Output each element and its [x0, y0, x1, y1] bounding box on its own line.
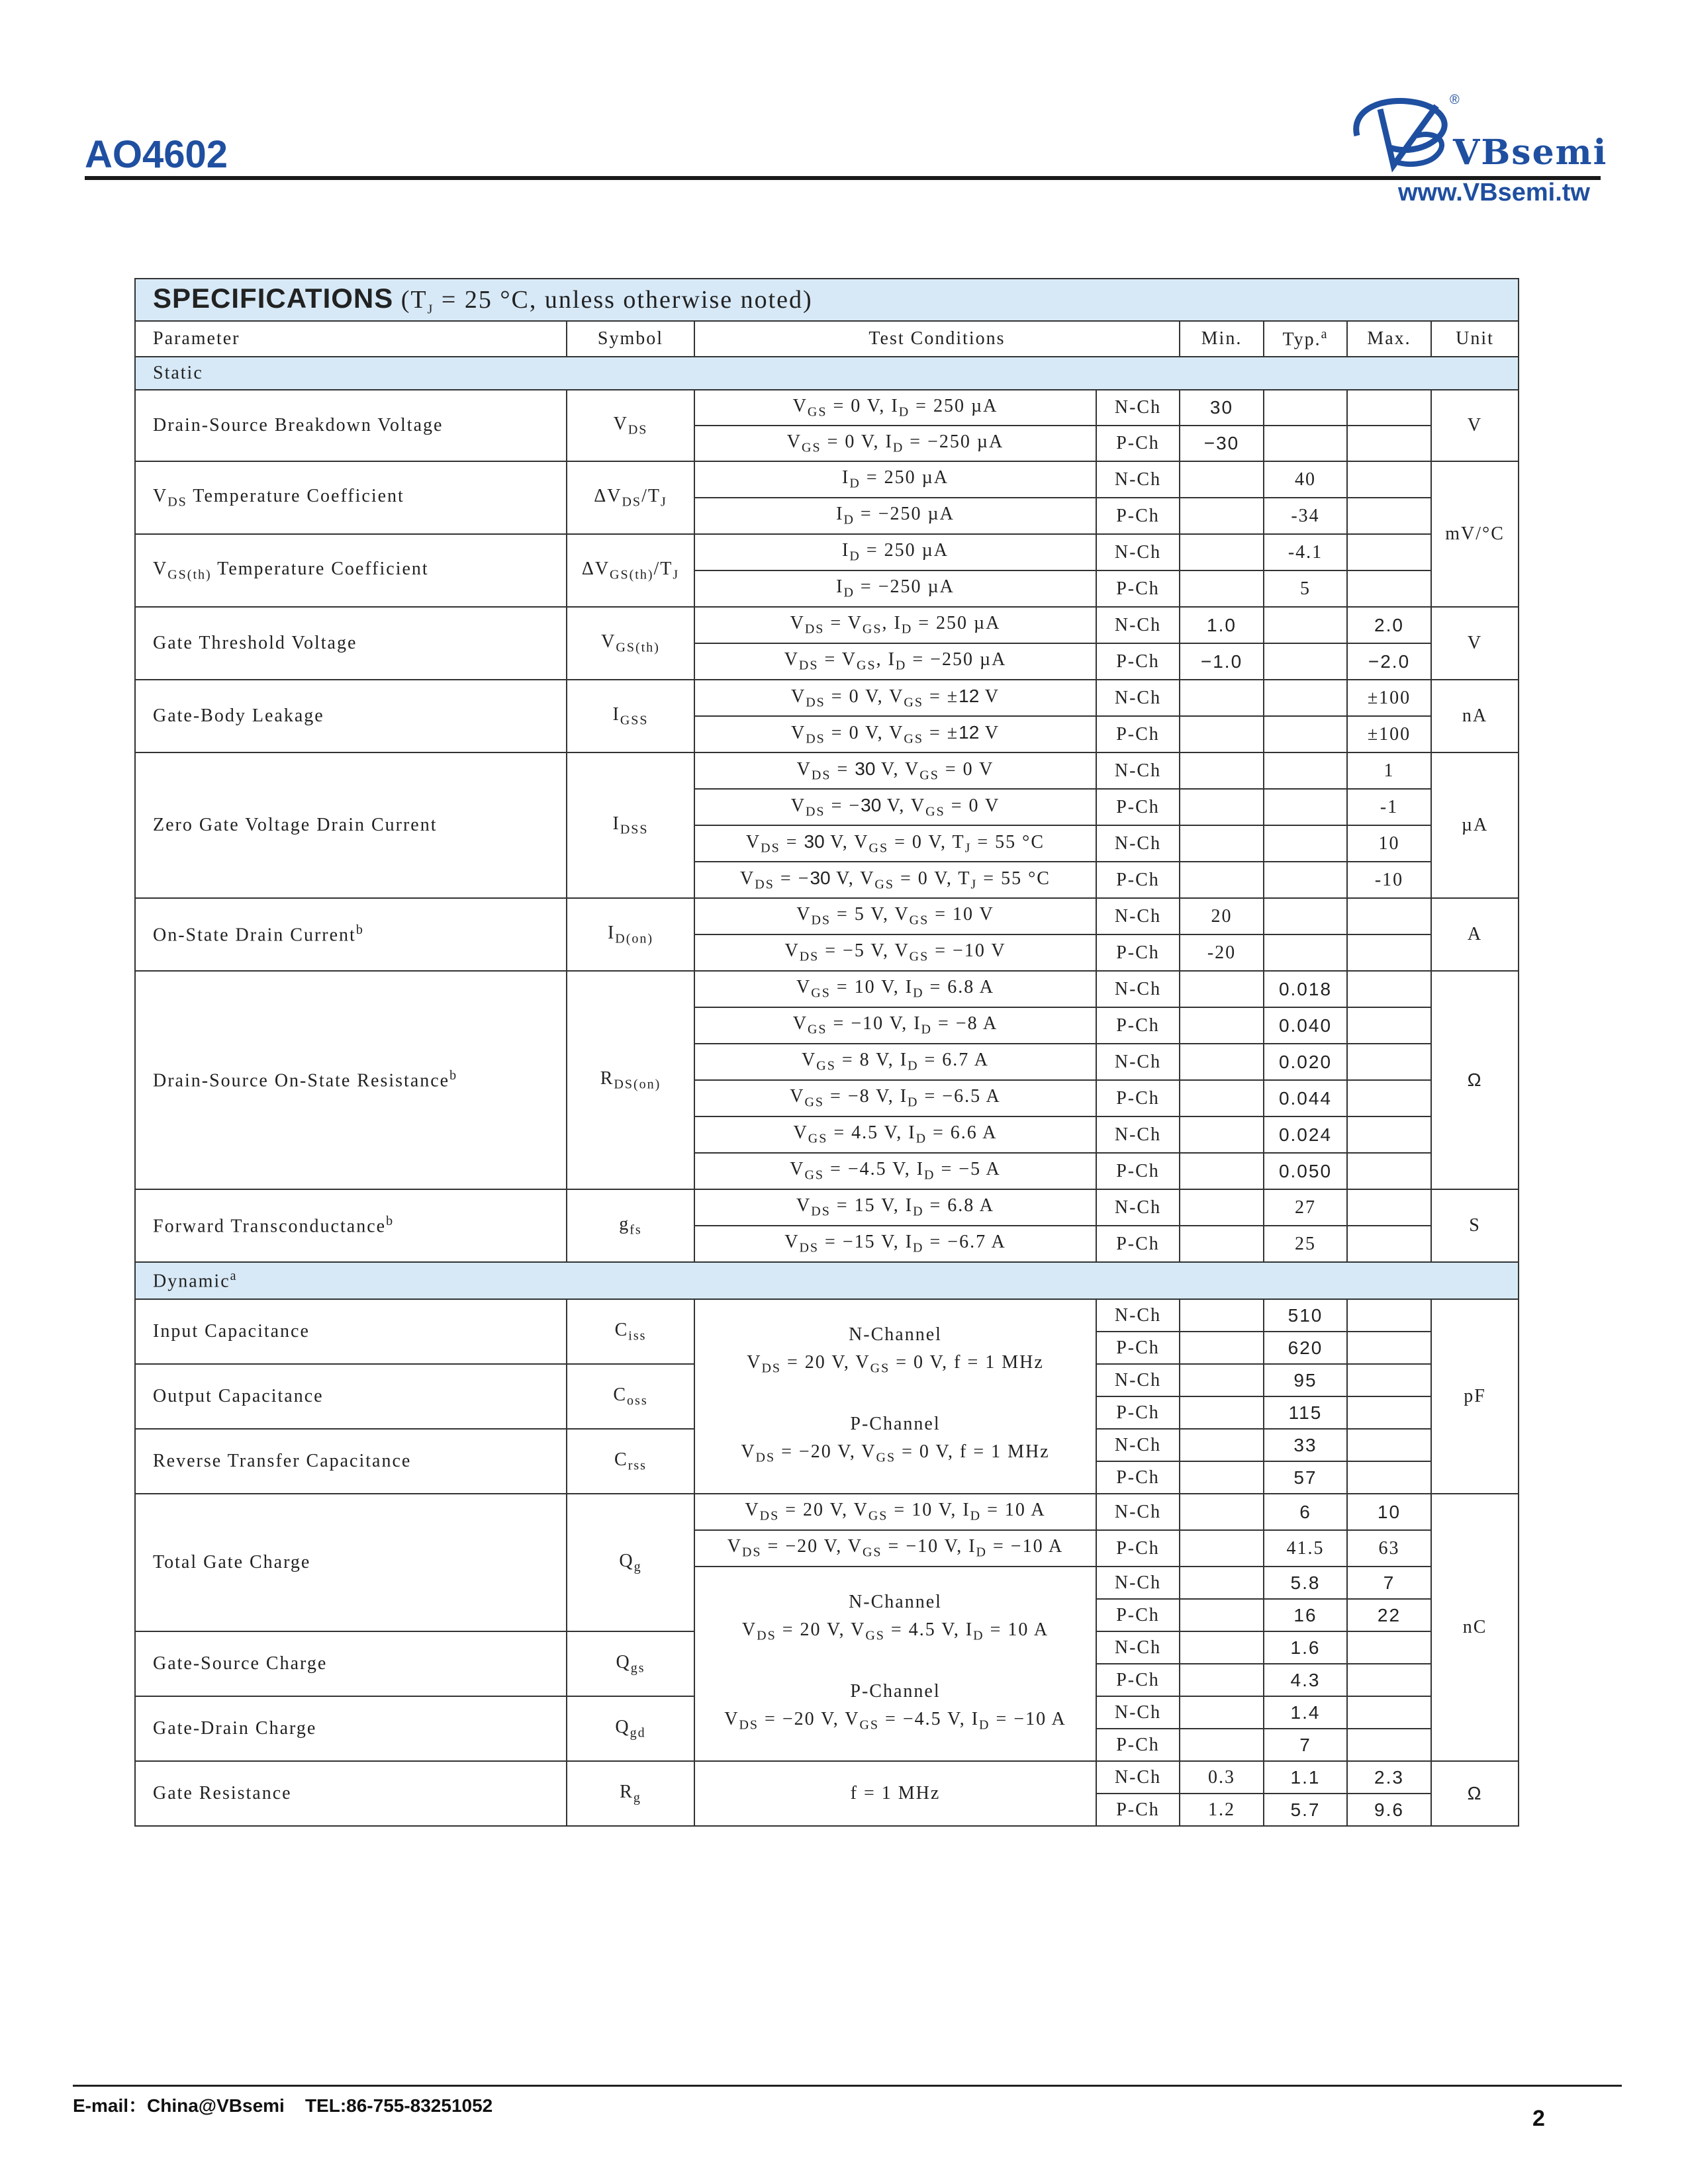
table-row: [135, 1299, 1519, 1332]
typ-value: 95: [1264, 1364, 1347, 1396]
typ-value: 1.1: [1264, 1761, 1347, 1794]
table-title-row: [135, 279, 1519, 321]
condition: $V_{GS} = 10$ V, $I_D = 6.8$ A: [694, 971, 1096, 1007]
max-value: [1347, 390, 1431, 426]
typ-value: 510: [1264, 1299, 1347, 1332]
min-value: [1180, 1153, 1264, 1189]
typ-value: 7: [1264, 1729, 1347, 1761]
channel: N-Ch: [1096, 1044, 1180, 1080]
max-value: [1347, 1696, 1431, 1729]
channel: N-Ch: [1096, 1429, 1180, 1461]
typ-value: 1.4: [1264, 1696, 1347, 1729]
symbol-igss: $I_{GSS}$: [567, 680, 694, 752]
typ-value: -34: [1264, 498, 1347, 534]
condition: $V_{DS} = 30$ V, $V_{GS} = 0$ V: [694, 752, 1096, 789]
website-link[interactable]: www.VBsemi.tw: [1398, 179, 1590, 206]
min-value: −30: [1180, 426, 1264, 461]
typ-value: [1264, 680, 1347, 716]
max-value: [1347, 971, 1431, 1007]
header-min: Min.: [1180, 321, 1264, 357]
param-vgs-temp-coefficient: $V_{GS(th)}$ Temperature Coefficient: [135, 534, 567, 607]
min-value: [1180, 1396, 1264, 1429]
channel: N-Ch: [1096, 461, 1180, 498]
min-value: [1180, 1530, 1264, 1567]
condition: $V_{GS} = -10$ V, $I_D = -8$ A: [694, 1007, 1096, 1044]
max-value: 7: [1347, 1567, 1431, 1599]
channel: P-Ch: [1096, 1080, 1180, 1116]
symbol-vgsth: $V_{GS(th)}$: [567, 607, 694, 680]
min-value: 1.0: [1180, 607, 1264, 643]
symbol-idss: $I_{DSS}$: [567, 752, 694, 898]
condition: $V_{DS} = 5$ V, $V_{GS} = 10$ V: [694, 898, 1096, 934]
typ-value: 0.044: [1264, 1080, 1347, 1116]
symbol-qg: $Q_g$: [567, 1494, 694, 1631]
typ-value: [1264, 934, 1347, 971]
typ-value: [1264, 862, 1347, 898]
header-typ: Typ.$^a$: [1264, 321, 1347, 357]
typ-value: 115: [1264, 1396, 1347, 1429]
channel: P-Ch: [1096, 862, 1180, 898]
param-total-gate-charge: Total Gate Charge: [135, 1494, 567, 1631]
typ-value: [1264, 390, 1347, 426]
condition: $V_{DS} = -30$ V, $V_{GS} = 0$ V, $T_J = 55$ °C: [694, 862, 1096, 898]
table-row: [135, 390, 1519, 426]
registered-mark: ®: [1450, 93, 1460, 107]
max-value: [1347, 534, 1431, 570]
section-static-row: [135, 357, 1519, 390]
channel: P-Ch: [1096, 1007, 1180, 1044]
max-value: [1347, 426, 1431, 461]
symbol-rg: $R_g$: [567, 1761, 694, 1826]
condition: $V_{GS} = 4.5$ V, $I_D = 6.6$ A: [694, 1116, 1096, 1153]
max-value: [1347, 1153, 1431, 1189]
symbol-qgs: $Q_{gs}$: [567, 1631, 694, 1696]
table-row: [135, 752, 1519, 789]
max-value: 22: [1347, 1599, 1431, 1631]
param-on-state-drain-current: On-State Drain Current$^b$: [135, 898, 567, 971]
unit: V: [1431, 607, 1519, 680]
typ-value: 620: [1264, 1332, 1347, 1364]
min-value: [1180, 534, 1264, 570]
condition: $I_D = 250$ µA: [694, 534, 1096, 570]
symbol-qgd: $Q_{gd}$: [567, 1696, 694, 1761]
min-value: [1180, 1007, 1264, 1044]
max-value: [1347, 1189, 1431, 1226]
header-max: Max.: [1347, 321, 1431, 357]
typ-value: [1264, 426, 1347, 461]
table-row: [135, 1494, 1519, 1530]
unit: V: [1431, 390, 1519, 461]
param-on-state-resistance: Drain-Source On-State Resistance$^b$: [135, 971, 567, 1189]
channel: P-Ch: [1096, 1664, 1180, 1696]
unit: mV/°C: [1431, 461, 1519, 607]
max-value: [1347, 1332, 1431, 1364]
min-value: [1180, 1116, 1264, 1153]
condition: $I_D = -250$ µA: [694, 570, 1096, 607]
max-value: 2.3: [1347, 1761, 1431, 1794]
channel: P-Ch: [1096, 716, 1180, 752]
min-value: [1180, 1631, 1264, 1664]
min-value: [1180, 461, 1264, 498]
channel: P-Ch: [1096, 789, 1180, 825]
typ-value: 5.7: [1264, 1794, 1347, 1826]
symbol-gfs: $g_{fs}$: [567, 1189, 694, 1262]
symbol-rdson: $R_{DS(on)}$: [567, 971, 694, 1189]
param-input-capacitance: Input Capacitance: [135, 1299, 567, 1364]
max-value: -1: [1347, 789, 1431, 825]
typ-value: [1264, 752, 1347, 789]
max-value: [1347, 1729, 1431, 1761]
typ-value: 40: [1264, 461, 1347, 498]
param-gate-drain-charge: Gate-Drain Charge: [135, 1696, 567, 1761]
header-test-conditions: Test Conditions: [694, 321, 1180, 357]
channel: N-Ch: [1096, 1299, 1180, 1332]
min-value: [1180, 1664, 1264, 1696]
condition: $V_{DS} = 20$ V, $V_{GS} = 10$ V, $I_D = 10$ A: [694, 1494, 1096, 1530]
channel: N-Ch: [1096, 1631, 1180, 1664]
channel: N-Ch: [1096, 1364, 1180, 1396]
min-value: [1180, 716, 1264, 752]
min-value: [1180, 1461, 1264, 1494]
channel: N-Ch: [1096, 534, 1180, 570]
min-value: [1180, 1332, 1264, 1364]
channel: P-Ch: [1096, 1729, 1180, 1761]
channel: N-Ch: [1096, 680, 1180, 716]
condition: $V_{DS} = 0$ V, $V_{GS} = \pm 12$ V: [694, 680, 1096, 716]
typ-value: 0.020: [1264, 1044, 1347, 1080]
typ-value: [1264, 789, 1347, 825]
min-value: [1180, 825, 1264, 862]
channel: P-Ch: [1096, 570, 1180, 607]
typ-value: 16: [1264, 1599, 1347, 1631]
typ-value: [1264, 643, 1347, 680]
channel: N-Ch: [1096, 1116, 1180, 1153]
channel: N-Ch: [1096, 1494, 1180, 1530]
min-value: 1.2: [1180, 1794, 1264, 1826]
condition: $V_{GS} = -4.5$ V, $I_D = -5$ A: [694, 1153, 1096, 1189]
max-value: [1347, 934, 1431, 971]
min-value: [1180, 1729, 1264, 1761]
channel: P-Ch: [1096, 1396, 1180, 1429]
symbol-delta-vgs: $\Delta V_{GS(th)}/T_J$: [567, 534, 694, 607]
condition-gate-resistance: f = 1 MHz: [694, 1761, 1096, 1826]
typ-value: 33: [1264, 1429, 1347, 1461]
header-symbol: Symbol: [567, 321, 694, 357]
min-value: [1180, 1696, 1264, 1729]
max-value: [1347, 1226, 1431, 1262]
param-vds-temp-coefficient: $V_{DS}$ Temperature Coefficient: [135, 461, 567, 534]
unit: nA: [1431, 680, 1519, 752]
unit: pF: [1431, 1299, 1519, 1494]
channel: P-Ch: [1096, 1226, 1180, 1262]
section-dynamic: Dynamic$^a$: [135, 1262, 1519, 1299]
param-breakdown-voltage: Drain-Source Breakdown Voltage: [135, 390, 567, 461]
specifications-table: [134, 278, 1519, 1827]
typ-value: 57: [1264, 1461, 1347, 1494]
typ-value: 27: [1264, 1189, 1347, 1226]
typ-value: 0.018: [1264, 971, 1347, 1007]
max-value: [1347, 1116, 1431, 1153]
channel: P-Ch: [1096, 1461, 1180, 1494]
max-value: 10: [1347, 825, 1431, 862]
min-value: 20: [1180, 898, 1264, 934]
footer-contact: E-mail：China@VBsemi TEL:86-755-83251052: [73, 2095, 493, 2116]
unit: S: [1431, 1189, 1519, 1262]
symbol-delta-vds: $\Delta V_{DS}/T_J$: [567, 461, 694, 534]
min-value: [1180, 498, 1264, 534]
unit: A: [1431, 898, 1519, 971]
header-unit: Unit: [1431, 321, 1519, 357]
channel: N-Ch: [1096, 752, 1180, 789]
max-value: [1347, 1664, 1431, 1696]
min-value: [1180, 1364, 1264, 1396]
section-dynamic-row: [135, 1262, 1519, 1299]
channel: P-Ch: [1096, 498, 1180, 534]
table-row: [135, 1189, 1519, 1226]
unit: Ω: [1431, 1761, 1519, 1826]
condition: $V_{GS} = 8$ V, $I_D = 6.7$ A: [694, 1044, 1096, 1080]
footer-rule: [73, 2085, 1622, 2087]
condition: $I_D = -250$ µA: [694, 498, 1096, 534]
min-value: −1.0: [1180, 643, 1264, 680]
typ-value: [1264, 607, 1347, 643]
min-value: [1180, 1044, 1264, 1080]
channel: P-Ch: [1096, 1599, 1180, 1631]
min-value: 0.3: [1180, 1761, 1264, 1794]
min-value: [1180, 570, 1264, 607]
header-row: [135, 321, 1519, 357]
param-forward-transconductance: Forward Transconductance$^b$: [135, 1189, 567, 1262]
typ-value: 1.6: [1264, 1631, 1347, 1664]
max-value: 10: [1347, 1494, 1431, 1530]
channel: N-Ch: [1096, 825, 1180, 862]
table-row: [135, 680, 1519, 716]
min-value: [1180, 1299, 1264, 1332]
condition: $V_{GS} = 0$ V, $I_D = -250$ µA: [694, 426, 1096, 461]
channel: P-Ch: [1096, 1530, 1180, 1567]
max-value: [1347, 1364, 1431, 1396]
min-value: [1180, 789, 1264, 825]
channel: N-Ch: [1096, 1761, 1180, 1794]
condition: $V_{GS} = 0$ V, $I_D = 250$ µA: [694, 390, 1096, 426]
param-gate-threshold: Gate Threshold Voltage: [135, 607, 567, 680]
typ-value: 0.050: [1264, 1153, 1347, 1189]
typ-value: [1264, 898, 1347, 934]
max-value: −2.0: [1347, 643, 1431, 680]
symbol-idon: $I_{D(on)}$: [567, 898, 694, 971]
min-value: [1180, 1429, 1264, 1461]
max-value: -10: [1347, 862, 1431, 898]
condition: $V_{DS} = -30$ V, $V_{GS} = 0$ V: [694, 789, 1096, 825]
condition: $V_{DS} = -20$ V, $V_{GS} = -10$ V, $I_D = -10$ A: [694, 1530, 1096, 1567]
min-value: [1180, 1567, 1264, 1599]
symbol-coss: $C_{oss}$: [567, 1364, 694, 1429]
min-value: -20: [1180, 934, 1264, 971]
max-value: [1347, 1429, 1431, 1461]
min-value: [1180, 1080, 1264, 1116]
typ-value: 41.5: [1264, 1530, 1347, 1567]
channel: P-Ch: [1096, 643, 1180, 680]
min-value: [1180, 971, 1264, 1007]
channel: P-Ch: [1096, 1332, 1180, 1364]
condition: $V_{DS} = V_{GS}$, $I_D = 250$ µA: [694, 607, 1096, 643]
param-output-capacitance: Output Capacitance: [135, 1364, 567, 1429]
typ-value: 25: [1264, 1226, 1347, 1262]
min-value: [1180, 1226, 1264, 1262]
min-value: 30: [1180, 390, 1264, 426]
channel: N-Ch: [1096, 390, 1180, 426]
page-number: 2: [1532, 2106, 1545, 2131]
max-value: [1347, 498, 1431, 534]
param-gate-body-leakage: Gate-Body Leakage: [135, 680, 567, 752]
max-value: 63: [1347, 1530, 1431, 1567]
max-value: 2.0: [1347, 607, 1431, 643]
typ-value: 4.3: [1264, 1664, 1347, 1696]
max-value: ±100: [1347, 680, 1431, 716]
channel: P-Ch: [1096, 1153, 1180, 1189]
param-gate-source-charge: Gate-Source Charge: [135, 1631, 567, 1696]
table-title: SPECIFICATIONS ($T_J = 25$ °C, unless otherwise noted): [135, 279, 1519, 321]
part-number: AO4602: [85, 133, 228, 176]
typ-value: 0.040: [1264, 1007, 1347, 1044]
param-zero-gate-drain-current: Zero Gate Voltage Drain Current: [135, 752, 567, 898]
channel: N-Ch: [1096, 1189, 1180, 1226]
param-reverse-transfer-capacitance: Reverse Transfer Capacitance: [135, 1429, 567, 1494]
min-value: [1180, 1494, 1264, 1530]
condition-gate-charge: N-Channel $V_{DS} = 20$ V, $V_{GS} = 4.5$ V, $I_D = 10$ A P-Channel $V_{DS} = -20$ V, $V_{GS} = -4.5$ V, $I_D = -10$ A: [694, 1567, 1096, 1761]
max-value: [1347, 1044, 1431, 1080]
table-row: [135, 898, 1519, 934]
max-value: [1347, 898, 1431, 934]
max-value: [1347, 1461, 1431, 1494]
channel: N-Ch: [1096, 1696, 1180, 1729]
condition-capacitance: N-Channel $V_{DS} = 20$ V, $V_{GS} = 0$ V, f = 1 MHz P-Channel $V_{DS} = -20$ V, $V_{GS} = 0$ V, f = 1 MHz: [694, 1299, 1096, 1494]
symbol-crss: $C_{rss}$: [567, 1429, 694, 1494]
max-value: [1347, 1299, 1431, 1332]
channel: P-Ch: [1096, 426, 1180, 461]
condition: $V_{DS} = V_{GS}$, $I_D = -250$ µA: [694, 643, 1096, 680]
max-value: [1347, 1396, 1431, 1429]
max-value: [1347, 1080, 1431, 1116]
table-row: [135, 461, 1519, 498]
max-value: 9.6: [1347, 1794, 1431, 1826]
condition: $V_{GS} = -8$ V, $I_D = -6.5$ A: [694, 1080, 1096, 1116]
symbol-ciss: $C_{iss}$: [567, 1299, 694, 1364]
section-static: Static: [135, 357, 1519, 390]
condition: $V_{DS} = 0$ V, $V_{GS} = \pm 12$ V: [694, 716, 1096, 752]
table-row: [135, 534, 1519, 570]
condition: $V_{DS} = 15$ V, $I_D = 6.8$ A: [694, 1189, 1096, 1226]
min-value: [1180, 862, 1264, 898]
unit: nC: [1431, 1494, 1519, 1761]
condition: $V_{DS} = -15$ V, $I_D = -6.7$ A: [694, 1226, 1096, 1262]
typ-value: 0.024: [1264, 1116, 1347, 1153]
typ-value: 5: [1264, 570, 1347, 607]
unit: Ω: [1431, 971, 1519, 1189]
table-row: [135, 971, 1519, 1007]
symbol-vds: $V_{DS}$: [567, 390, 694, 461]
condition: $I_D = 250$ µA: [694, 461, 1096, 498]
unit: µA: [1431, 752, 1519, 898]
channel: P-Ch: [1096, 1794, 1180, 1826]
channel: N-Ch: [1096, 1567, 1180, 1599]
max-value: 1: [1347, 752, 1431, 789]
condition: $V_{DS} = 30$ V, $V_{GS} = 0$ V, $T_J = 55$ °C: [694, 825, 1096, 862]
table-row: [135, 607, 1519, 643]
typ-value: -4.1: [1264, 534, 1347, 570]
condition: $V_{DS} = -5$ V, $V_{GS} = -10$ V: [694, 934, 1096, 971]
param-gate-resistance: Gate Resistance: [135, 1761, 567, 1826]
typ-value: [1264, 825, 1347, 862]
channel: N-Ch: [1096, 971, 1180, 1007]
min-value: [1180, 680, 1264, 716]
typ-value: [1264, 716, 1347, 752]
max-value: ±100: [1347, 716, 1431, 752]
table-row: [135, 1761, 1519, 1794]
header-rule: [85, 176, 1601, 180]
max-value: [1347, 1007, 1431, 1044]
min-value: [1180, 752, 1264, 789]
brand-name: VBsemi: [1453, 132, 1608, 173]
channel: P-Ch: [1096, 934, 1180, 971]
typ-value: 5.8: [1264, 1567, 1347, 1599]
typ-value: 6: [1264, 1494, 1347, 1530]
max-value: [1347, 570, 1431, 607]
max-value: [1347, 461, 1431, 498]
header-parameter: Parameter: [135, 321, 567, 357]
min-value: [1180, 1189, 1264, 1226]
channel: N-Ch: [1096, 607, 1180, 643]
channel: N-Ch: [1096, 898, 1180, 934]
max-value: [1347, 1631, 1431, 1664]
min-value: [1180, 1599, 1264, 1631]
